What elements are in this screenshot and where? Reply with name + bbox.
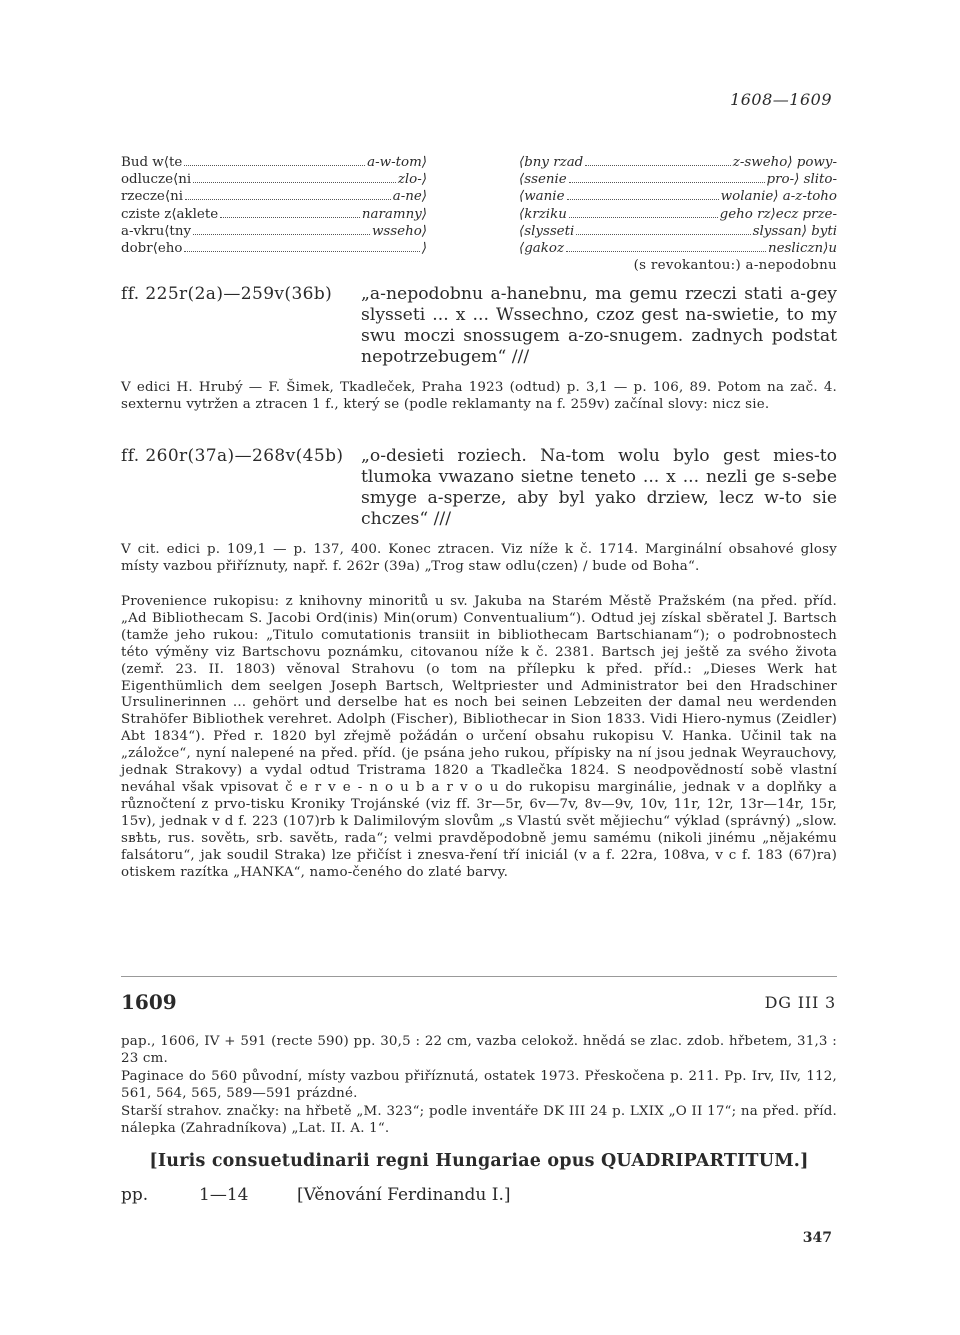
leader-dots [185, 199, 391, 200]
collation-text: wolanie⟩ a-z-toho [720, 189, 837, 205]
collation-row [121, 171, 427, 188]
section-divider [121, 976, 837, 977]
running-head: 1608—1609 [730, 90, 832, 109]
collation-text: rzecze⟨ni [121, 189, 183, 205]
collation-text: nesliczn⟩u [767, 240, 837, 256]
collation-text: geho rz⟩ecz prze- [719, 206, 837, 222]
leader-dots [566, 251, 766, 252]
leader-dots [585, 165, 731, 166]
collation-row [121, 188, 427, 205]
shelfmark: DG III 3 [764, 993, 836, 1012]
pp-range: 1—14 [199, 1185, 249, 1205]
edition-note-1: V edici H. Hrubý — F. Šimek, Tkadleček, Praha 1923 (odtud) p. 3,1 — p. 106, 89. Potom na zač. 4. sexternu vytržen a ztracen 1 f., který se (podle reklamanty na f. 259v) začínal slovy: nicz sie. [121, 380, 837, 412]
collation-row [519, 188, 837, 205]
leader-dots [567, 199, 719, 200]
collation-text: Bud w⟨te [121, 155, 183, 170]
collation-text: z-sweho⟩ powy- [732, 155, 837, 170]
page-number: 347 [802, 1230, 832, 1246]
collation-text: odlucze⟨ni [121, 172, 192, 188]
collation-text: naramny⟩ [361, 206, 427, 222]
leader-dots [184, 251, 419, 252]
incipit-explicit-quote: „a-nepodobnu a-hanebnu, ma gemu rzeczi stati a-gey slysseti ... x ... Wssechno, czoz gest na-swietie, to my swu moczi snossugem a-zo-snugem. zadnych podstat nepotrzebugem“ /// [361, 284, 837, 367]
collation-text: ⟨ssenie [519, 172, 567, 188]
collation-text: wsseho⟩ [371, 223, 427, 239]
pp-content: [Věnování Ferdinandu I.] [297, 1185, 511, 1205]
collation-text: ⟨wanie [519, 189, 565, 205]
collation-text: a-w-tom⟩ [367, 155, 427, 170]
collation-text: ⟨krziku [519, 206, 567, 222]
physical-description: pap., 1606, IV + 591 (recte 590) pp. 30,5 : 22 cm, vazba celokož. hnědá se zlac. zdob. hřbetem, 31,3 : 23 cm. [121, 1034, 837, 1066]
collation-row [519, 171, 837, 188]
collation-text: ⟩ [421, 240, 427, 256]
work-title: [Iuris consuetudinarii regni Hungariae opus QUADRIPARTITUM.] [149, 1151, 809, 1171]
collation-right-column [519, 154, 837, 257]
collation-text: ⟨bny rzad [519, 155, 584, 170]
pp-label: pp. [121, 1185, 149, 1205]
entry-number: 1609 [121, 990, 177, 1014]
edition-note-2: V cit. edici p. 109,1 — p. 137, 400. Konec ztracen. Viz níže k č. 1714. Marginální obsahové glosy místy vazbou přiříznuty, např. f. 262r (39a) „Trog staw odlu⟨czen⟩ / bude od Boha“. [121, 542, 837, 574]
collation-text: zlo-⟩ [397, 172, 427, 188]
leader-dots [193, 234, 370, 235]
leader-dots [569, 182, 765, 183]
collation-row [519, 206, 837, 223]
collation-text: dobr⟨eho [121, 240, 183, 256]
collation-row [121, 223, 427, 240]
leader-dots [193, 182, 396, 183]
collation-row [121, 206, 427, 223]
collation-text: ⟨slysseti [519, 223, 575, 239]
collation-row [519, 223, 837, 240]
incipit-explicit-quote: „o-desieti roziech. Na-tom wolu bylo gest mies-to tlumoka vwazano sietne teneto ... x ... nezli ge s-sebe smyge a-sperze, aby byl yako drziew, lecz w-to sie chczes“ /// [361, 446, 837, 529]
folio-reference: ff. 260r(37a)—268v(45b) [121, 446, 344, 466]
collation-text: cziste z⟨aklete [121, 206, 219, 222]
provenience-paragraph: Provenience rukopisu: z knihovny minoritů u sv. Jakuba na Starém Městě Pražském (na před. příd. „Ad Bibliothecam S. Jacobi Ord(inis) Min(orum) Conventualium“). Odtud jej získal sběratel J. Bartsch (tamže jeho rukou: „Titulo comutationis transiit in bibliothecam Bartschianam“); o podrobnostech této výměny viz Bartschovu poznámku, citovanou níže k č. 2381. Bartsch jej ještě za svého života (zemř. 23. II. 1803) věnoval Strahovu (o tom na přílepku k před. příd.: „Dieses Werk hat Eigenthümlich dem seelgen Joseph Bartsch, Weltpriester und Administrator bei den Hradschiner Ursulinerinnen ... gehört und derselbe hat es noch bei seinen Lebzeiten der damal neu werdenden Strahöfer Bibliothek verehret. Adolph (Fischer), Bibliothecar in Sion 1833. Vidi Hiero-nymus (Zeidler) Abt 1834“). Před r. 1820 byl zřejmě požádán o určení obsahu rukopisu V. Hanka. Učinil tak na „záložce“, nyní nalepené na před. příd. (je psána jeho rukou, přípisky na ní jsou jednak Weyrauchovy, jednak Strakovy) a vydal odtud Tristrama 1820 a Tkadlečka 1824. S neodpovědností sobě vlastní neváhal však vpisovat č e r v e - n o u b a r v o u do rukopisu marginálie, jednak v a doplňky a různočtení z prvo-tisku Kroniky Trojánské (viz ff. 3r—5r, 6v—7v, 8v—9v, 10v, 11r, 12r, 13r—14r, 15r, 15v), jednak v d f. 223 (107)rb k Dalimilovým slovům „s Vlastú svět mějiechu“ výklad (správný) „slow. sвѣtь, rus. sovětь, srb. savětь, rada“; velmi pravděpodobně jemu samému (nikoli jinému „nějakému falsátoru“, jak soudil Straka) lze přičíst i znesva-ření tří iniciál (v a f. 22ra, 108va, v c f. 183 (67)ra) otiskem razítka „HANKA“, namo-čeného do zlaté barvy. [121, 594, 837, 880]
collation-row [121, 154, 427, 171]
collation-row [519, 154, 837, 171]
collation-text: a-vkru⟨tny [121, 223, 192, 239]
collation-row [519, 240, 837, 257]
collation-text: pro-⟩ slito- [766, 172, 837, 188]
collation-text: a-ne⟩ [392, 189, 427, 205]
leader-dots [576, 234, 750, 235]
collation-left-column [121, 154, 427, 257]
folio-reference: ff. 225r(2a)—259v(36b) [121, 284, 333, 304]
collation-text: slyssan⟩ byti [752, 223, 837, 239]
leader-dots [220, 217, 360, 218]
collation-row [121, 240, 427, 257]
revocation-note: (s revokantou:) a-nepodobnu [633, 258, 837, 273]
collation-text: ⟨gakoz [519, 240, 565, 256]
leader-dots [569, 217, 718, 218]
older-shelfmarks: Starší strahov. značky: na hřbetě „M. 323“; podle inventáře DK III 24 p. LXIX „O II 17“; na před. příd. nálepka (Zahradníkova) „Lat. II. A. 1“. [121, 1104, 837, 1136]
leader-dots [184, 165, 365, 166]
pagination-note: Paginace do 560 původní, místy vazbou přiříznutá, ostatek 1973. Přeskočena p. 211. Pp. Irv, IIv, 112, 561, 564, 565, 589—591 prázdné. [121, 1069, 837, 1101]
